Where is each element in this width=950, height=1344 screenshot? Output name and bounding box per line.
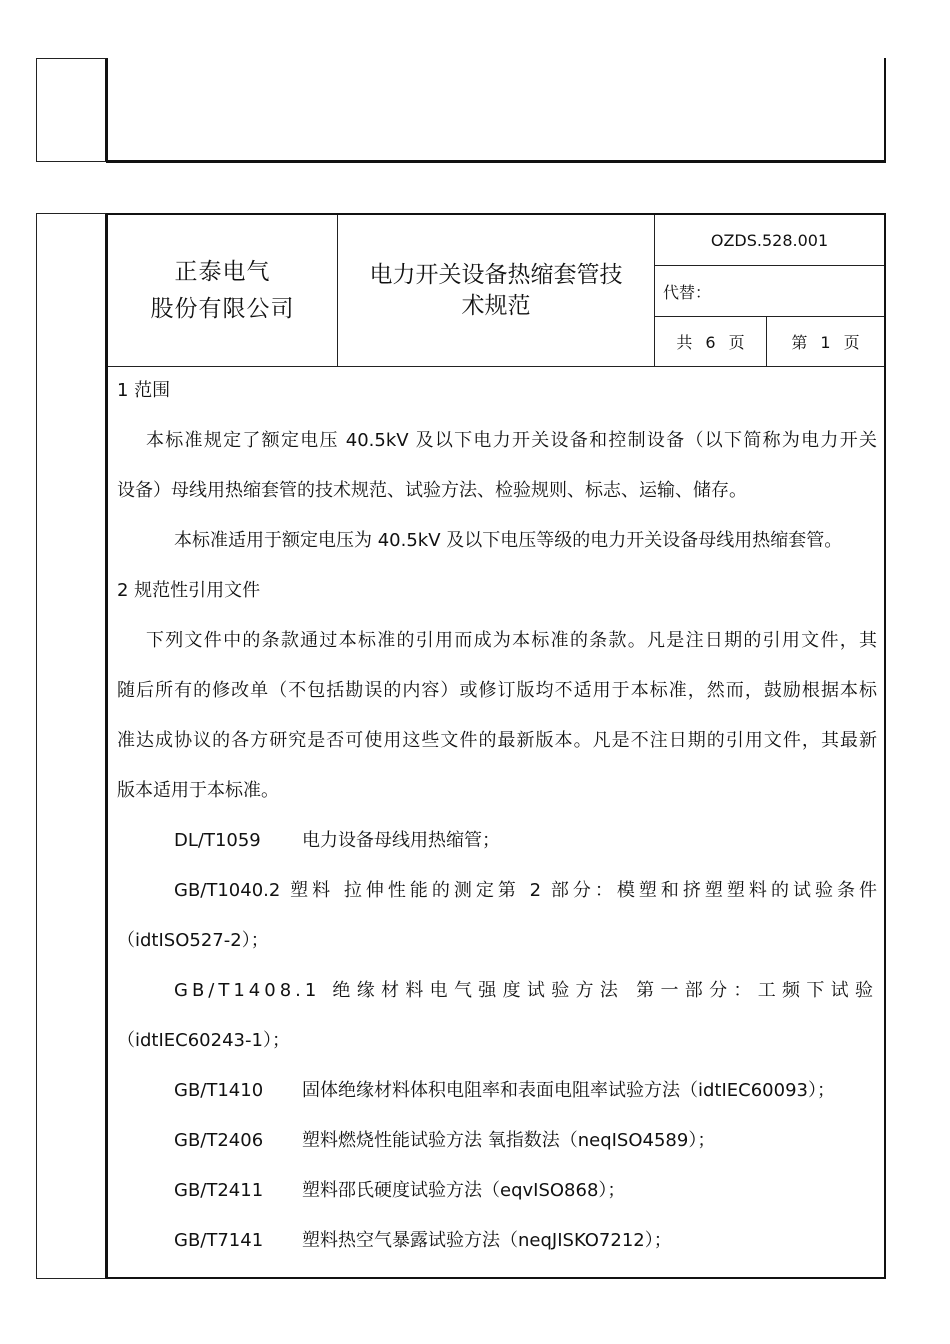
references-paragraph-line3: 准达成协议的各方研究是否可使用这些文件的最新版本。凡是不注日期的引用文件，其最新: [117, 730, 877, 751]
document-code: OZDS.528.001: [655, 215, 884, 266]
reference-title: 塑料邵氏硬度试验方法（eqvISO868）；: [302, 1180, 626, 1201]
top-frame-right-border: [884, 58, 886, 162]
document-title-line1: 电力开关设备热缩套管技: [369, 261, 623, 288]
reference-item: [117, 1166, 877, 1216]
section-2-heading: 2 规范性引用文件: [117, 580, 261, 601]
references-paragraph-line1: 下列文件中的条款通过本标准的引用而成为本标准的条款。凡是注日期的引用文件，其: [146, 630, 877, 651]
reference-code: GB/T1410: [174, 1080, 264, 1101]
scope-paragraph-line1: 本标准规定了额定电压 40.5kV 及以下电力开关设备和控制设备（以下简称为电力开关: [146, 430, 877, 451]
references-paragraph-line2: 随后所有的修改单（不包括勘误的内容）或修订版均不适用于本标准，然而，鼓励根据本标: [117, 680, 877, 701]
document-body: [117, 366, 877, 1266]
reference-code: DL/T1059: [174, 830, 261, 851]
reference-code: GB/T2406: [174, 1130, 264, 1151]
reference-item-line1: GB/T1040.2 塑料 拉伸性能的测定第 2 部分：模塑和挤塑塑料的试验条件: [174, 880, 877, 901]
reference-item-line2: （idtIEC60243-1）；: [117, 1030, 290, 1051]
left-binding-column: [36, 213, 108, 1279]
document-title-cell: [338, 215, 655, 366]
applicability-paragraph: 本标准适用于额定电压为 40.5kV 及以下电压等级的电力开关设备母线用热缩套管。: [174, 530, 843, 551]
reference-item: [117, 1216, 877, 1266]
company-name-cell: [108, 215, 338, 366]
company-name-line1: 正泰电气: [174, 258, 271, 285]
top-margin-box: [36, 58, 108, 162]
total-pages: 共 6 页: [655, 317, 767, 366]
section-1-heading: 1 范围: [117, 380, 171, 401]
reference-item-line1: GB/T1408.1 绝缘材料电气强度试验方法 第一部分：工频下试验: [174, 980, 877, 1001]
reference-code: GB/T2411: [174, 1180, 264, 1201]
reference-title: 固体绝缘材料体积电阻率和表面电阻率试验方法（idtIEC60093）；: [302, 1080, 835, 1101]
reference-item: [117, 1066, 877, 1116]
company-name-line2: 股份有限公司: [150, 295, 295, 322]
reference-title: 塑料热空气暴露试验方法（neqJISKO7212）；: [302, 1230, 672, 1251]
scope-paragraph-line2: 设备）母线用热缩套管的技术规范、试验方法、检验规则、标志、运输、储存。: [117, 480, 747, 501]
reference-item-line2: （idtISO527-2）；: [117, 930, 269, 951]
reference-title: 电力设备母线用热缩管；: [302, 830, 500, 851]
reference-title: 塑料燃烧性能试验方法 氧指数法（neqISO4589）；: [302, 1130, 716, 1151]
replaces-field: 代替：: [655, 266, 884, 317]
reference-code: GB/T7141: [174, 1230, 264, 1251]
top-frame-bottom-border: [106, 160, 886, 163]
reference-item: [117, 1116, 877, 1166]
document-title-line2: 术规范: [461, 292, 531, 319]
reference-item: [117, 816, 877, 866]
references-paragraph-line4: 版本适用于本标准。: [117, 780, 279, 801]
page-number: 第 1 页: [791, 333, 860, 352]
